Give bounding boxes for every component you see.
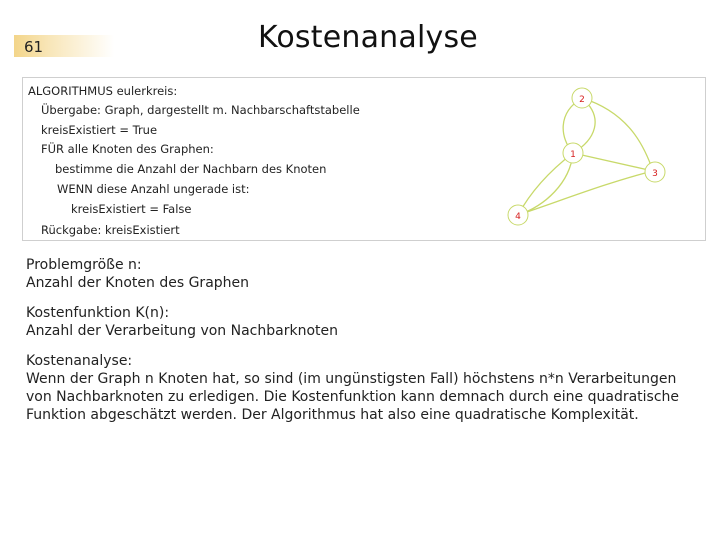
graph-edge (573, 153, 653, 171)
graph-node (508, 205, 528, 225)
body-text (26, 256, 706, 436)
algorithm-line: Rückgabe: kreisExistiert (41, 223, 180, 237)
cost-function-heading: Kostenfunktion K(n): (26, 305, 170, 321)
graph-node (563, 143, 583, 163)
cost-analysis-line: Funktion abgeschätzt werden. Der Algorithmus hat also eine quadratische Komplexität. (26, 407, 639, 423)
graph-node-label: 2 (579, 95, 585, 105)
algorithm-line: Übergabe: Graph, dargestellt m. Nachbarschaftstabelle (41, 103, 360, 117)
graph-node-label: 1 (570, 150, 576, 160)
problem-size-heading: Problemgröße n: (26, 257, 142, 273)
cost-analysis-heading: Kostenanalyse: (26, 353, 133, 369)
algorithm-line: FÜR alle Knoten des Graphen: (41, 142, 214, 156)
cost-analysis-paragraph (26, 352, 706, 424)
graph-edge (518, 171, 653, 215)
algorithm-line: bestimme die Anzahl der Nachbarn des Knoten (55, 162, 327, 176)
slide-title: Kostenanalyse (258, 20, 478, 55)
cost-analysis-line: von Nachbarknoten zu erledigen. Die Kostenfunktion kann demnach durch eine quadratische (26, 389, 680, 405)
graph-node-label: 4 (515, 212, 521, 222)
algorithm-line: kreisExistiert = False (71, 202, 192, 216)
graph-node-label: 3 (652, 169, 658, 179)
problem-size-body: Anzahl der Knoten des Graphen (26, 275, 250, 291)
euler-graph (495, 78, 675, 238)
cost-function-paragraph (26, 304, 706, 340)
problem-size-paragraph (26, 256, 706, 292)
algorithm-line: ALGORITHMUS eulerkreis: (28, 84, 178, 98)
slide-number: 61 (24, 38, 44, 56)
algorithm-line: WENN diese Anzahl ungerade ist: (57, 182, 250, 196)
cost-function-body: Anzahl der Verarbeitung von Nachbarknoten (26, 323, 338, 339)
cost-analysis-line: Wenn der Graph n Knoten hat, so sind (im ungünstigsten Fall) höchstens n*n Verarbeitungen (26, 371, 677, 387)
algorithm-line: kreisExistiert = True (41, 123, 158, 137)
graph-node (572, 88, 592, 108)
graph-node (645, 162, 665, 182)
